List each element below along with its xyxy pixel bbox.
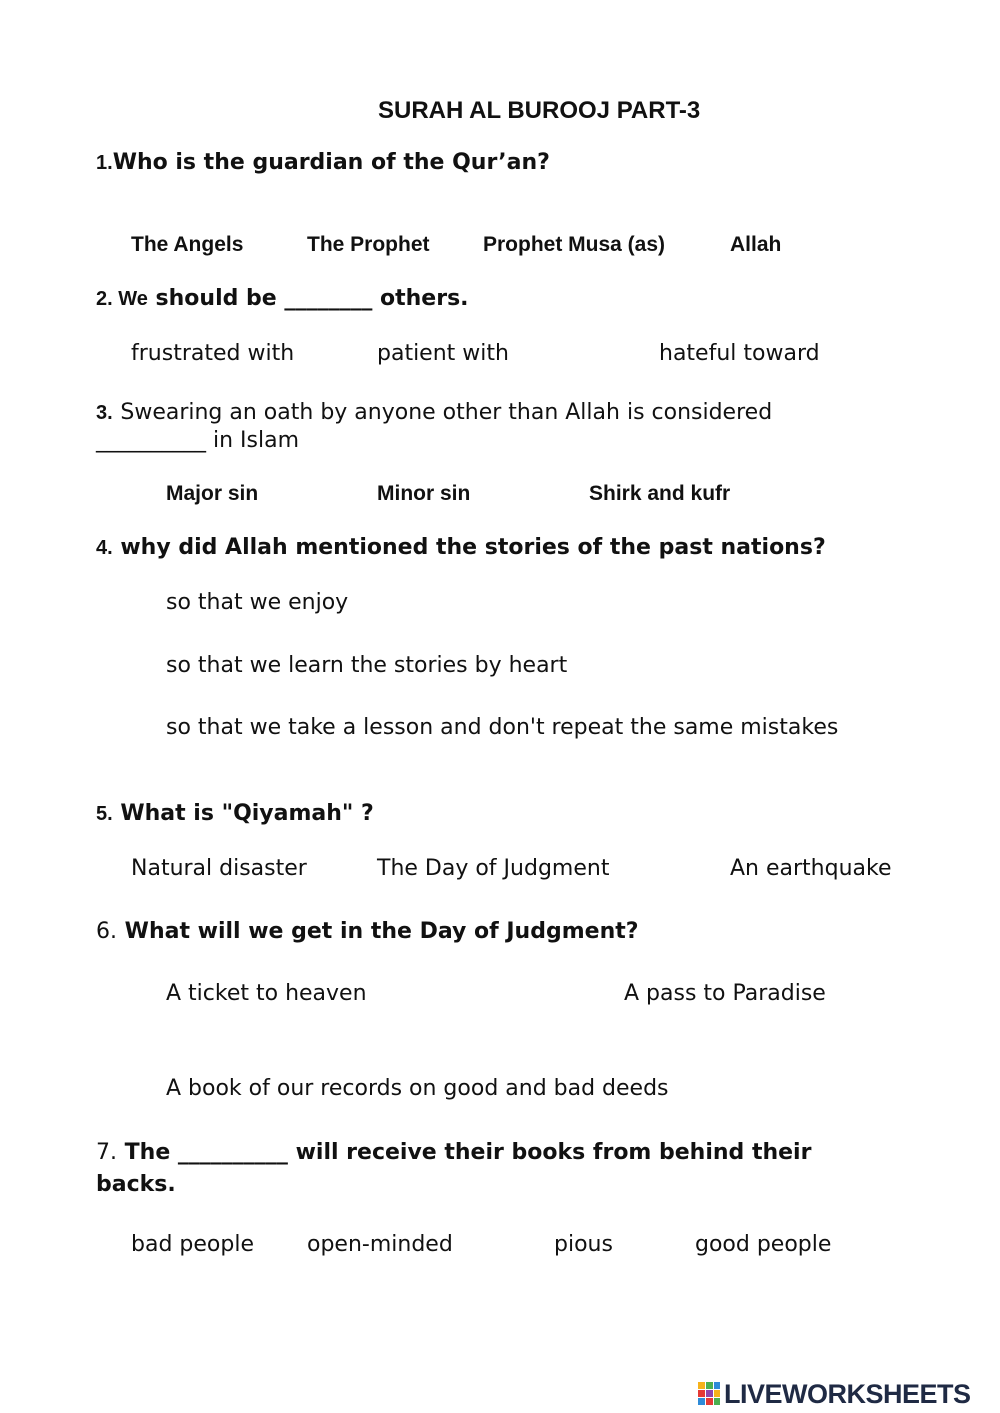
liveworksheets-logo-icon	[697, 1380, 721, 1408]
question-4	[96, 535, 826, 560]
question-5	[96, 801, 374, 826]
q6-option-3[interactable]: A book of our records on good and bad deeds	[166, 1076, 669, 1101]
q2-option-3[interactable]: hateful toward	[659, 341, 820, 366]
q6-option-2[interactable]: A pass to Paradise	[624, 981, 826, 1006]
question-number: 1.	[96, 152, 113, 174]
q1-option-4[interactable]: Allah	[730, 233, 782, 256]
q4-option-3[interactable]: so that we take a lesson and don't repeat the same mistakes	[166, 715, 839, 740]
q5-option-2[interactable]: The Day of Judgment	[377, 856, 610, 881]
question-number: 2. We	[96, 288, 148, 310]
question-2	[96, 286, 469, 311]
question-text: The __________ will receive their books from behind their backs.	[96, 1140, 812, 1197]
worksheet-title: SURAH AL BUROOJ PART-3	[378, 97, 701, 124]
question-text: What will we get in the Day of Judgment?	[124, 919, 639, 944]
q7-option-3[interactable]: pious	[554, 1232, 613, 1257]
question-text: should be ________ others.	[155, 286, 469, 311]
question-7	[96, 1137, 896, 1201]
q1-option-1[interactable]: The Angels	[131, 233, 244, 256]
q5-option-1[interactable]: Natural disaster	[131, 856, 307, 881]
question-text: What is "Qiyamah" ?	[120, 801, 374, 826]
q2-option-2[interactable]: patient with	[377, 341, 509, 366]
q1-option-3[interactable]: Prophet Musa (as)	[483, 233, 666, 256]
q6-option-1[interactable]: A ticket to heaven	[166, 981, 367, 1006]
q4-option-2[interactable]: so that we learn the stories by heart	[166, 653, 568, 678]
q4-option-1[interactable]: so that we enjoy	[166, 590, 349, 615]
q3-option-2[interactable]: Minor sin	[377, 482, 471, 505]
q7-option-1[interactable]: bad people	[131, 1232, 254, 1257]
question-number: 5.	[96, 803, 113, 825]
question-6	[96, 919, 639, 944]
question-3	[96, 399, 886, 455]
question-1	[96, 150, 550, 175]
question-number: 7.	[96, 1140, 117, 1165]
liveworksheets-logo-text: LIVEWORKSHEETS	[724, 1378, 971, 1409]
question-text: Who is the guardian of the Qur’an?	[112, 150, 550, 175]
q3-option-3[interactable]: Shirk and kufr	[589, 482, 731, 505]
question-text: why did Allah mentioned the stories of the past nations?	[120, 535, 826, 560]
question-number: 6.	[96, 919, 117, 944]
question-number: 3.	[96, 402, 113, 424]
q3-option-1[interactable]: Major sin	[166, 482, 259, 505]
q2-option-1[interactable]: frustrated with	[131, 341, 295, 366]
q7-option-4[interactable]: good people	[695, 1232, 832, 1257]
liveworksheets-logo[interactable]	[697, 1378, 971, 1410]
q5-option-3[interactable]: An earthquake	[730, 856, 892, 881]
question-number: 4.	[96, 537, 113, 559]
q1-option-2[interactable]: The Prophet	[307, 233, 430, 256]
question-text: Swearing an oath by anyone other than Allah is considered __________ in Islam	[96, 400, 773, 453]
q7-option-2[interactable]: open-minded	[307, 1232, 453, 1257]
